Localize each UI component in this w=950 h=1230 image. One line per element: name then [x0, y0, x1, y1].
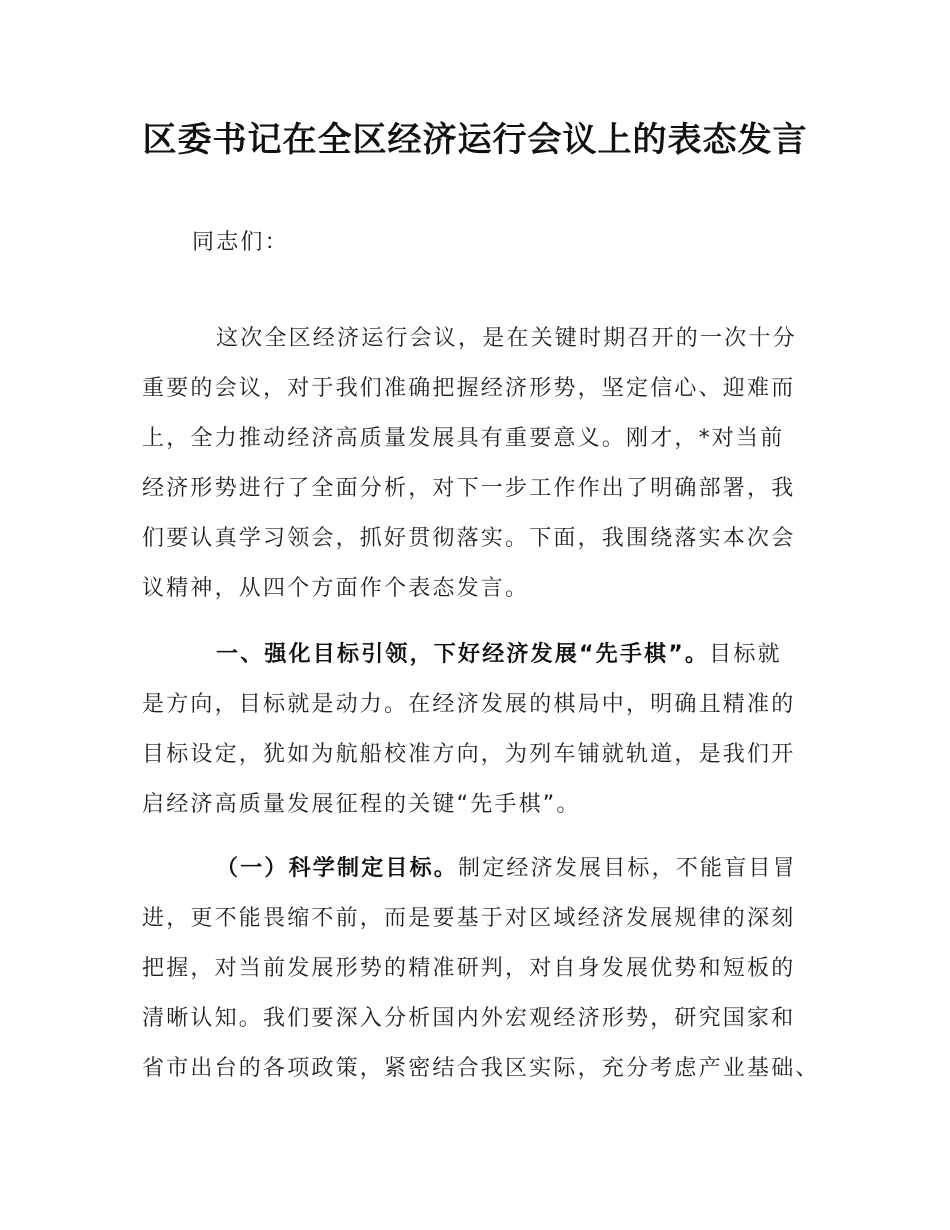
intro-line-5: 们要认真学习领会，抓好贯彻落实。下面，我围绕落实本次会 — [142, 526, 796, 551]
section-1-line-3: 目标设定，犹如为航船校准方向，为列车铺就轨道，是我们开 — [142, 742, 796, 767]
section-1-line-2: 是方向，目标就是动力。在经济发展的棋局中，明确且精准的 — [142, 692, 796, 717]
intro-line-1: 这次全区经济运行会议，是在关键时期召开的一次十分 — [216, 326, 797, 351]
section-1-first-line — [216, 640, 782, 670]
subsection-1-line-1-rest: 制定经济发展目标，不能盲目冒 — [458, 856, 797, 881]
intro-line-4: 经济形势进行了全面分析，对下一步工作作出了明确部署，我 — [142, 476, 796, 501]
subsection-1-first-line — [216, 854, 797, 884]
salutation: 同志们： — [192, 230, 289, 255]
intro-line-2: 重要的会议，对于我们准确把握经济形势，坚定信心、迎难而 — [142, 376, 796, 401]
section-1-line-1-rest: 目标就 — [709, 642, 782, 667]
section-1-heading: 一、强化目标引领，下好经济发展“先手棋”。 — [216, 642, 710, 667]
intro-line-3: 上，全力推动经济高质量发展具有重要意义。刚才，*对当前 — [142, 426, 785, 451]
section-1-line-4: 启经济高质量发展征程的关键“先手棋”。 — [142, 792, 581, 817]
page-title: 区委书记在全区经济运行会议上的表态发言 — [142, 120, 808, 160]
subsection-1-line-4: 清晰认知。我们要深入分析国内外宏观经济形势，研究国家和 — [142, 1006, 796, 1031]
intro-line-6: 议精神，从四个方面作个表态发言。 — [142, 576, 530, 601]
subsection-1-line-3: 把握，对当前发展形势的精准研判，对自身发展优势和短板的 — [142, 956, 796, 981]
subsection-1-line-2: 进，更不能畏缩不前，而是要基于对区域经济发展规律的深刻 — [142, 906, 796, 931]
subsection-1-heading: （一）科学制定目标。 — [216, 856, 459, 881]
subsection-1-line-5: 省市出台的各项政策，紧密结合我区实际，充分考虑产业基础、 — [142, 1056, 820, 1081]
